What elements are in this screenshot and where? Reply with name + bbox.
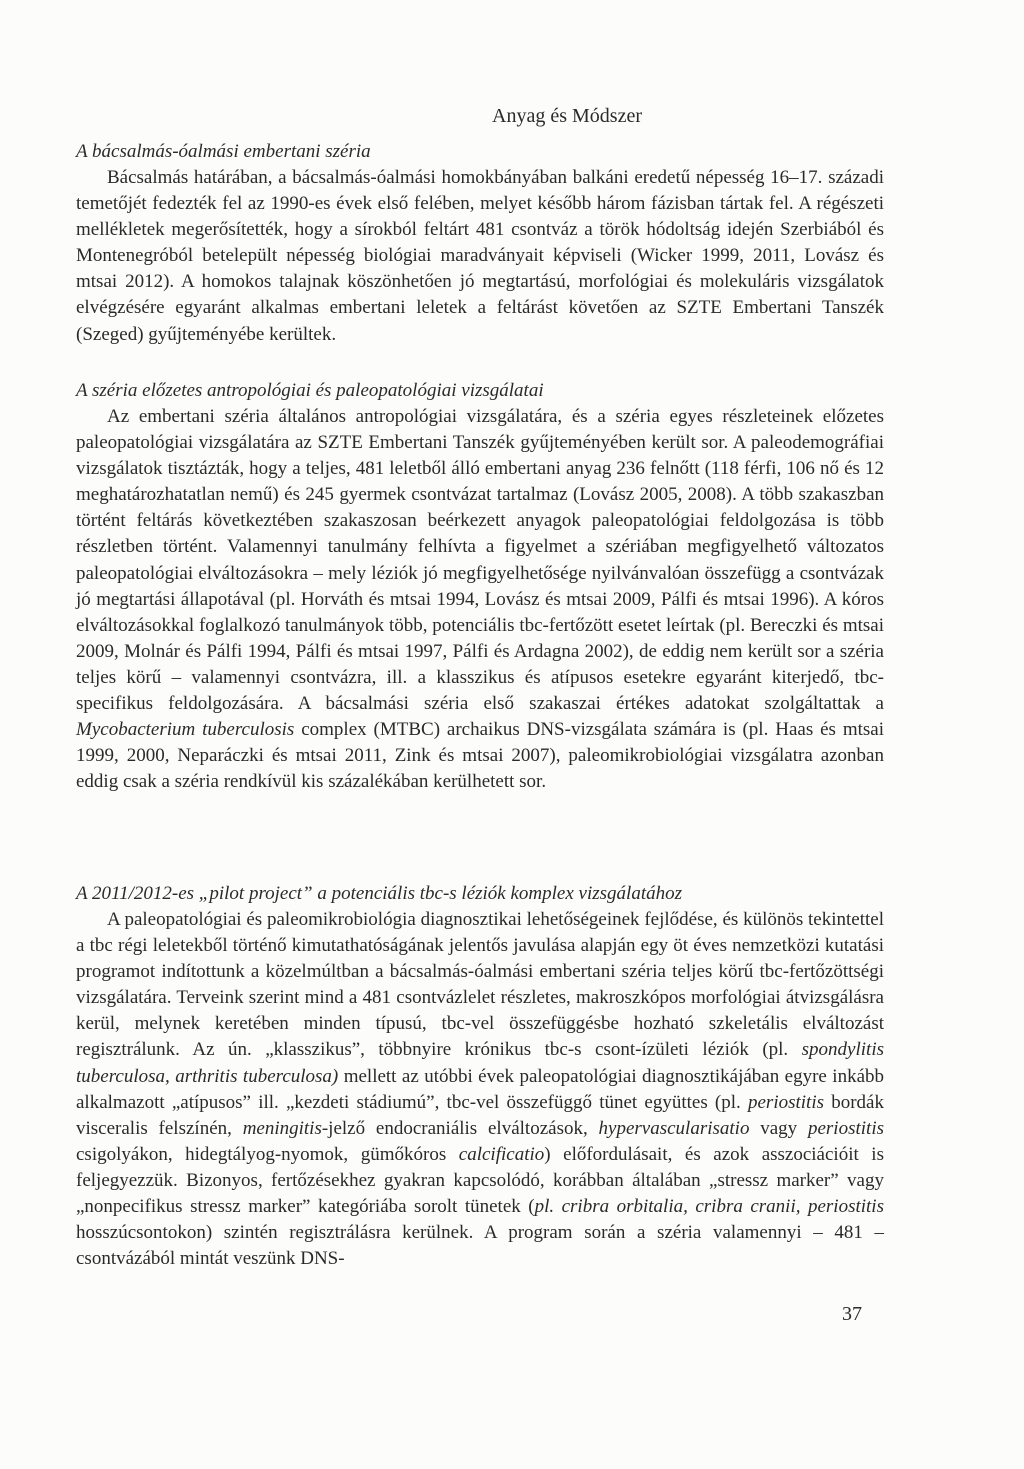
section-title: A széria előzetes antropológiai és paleopatológiai vizsgálatai [76,380,544,401]
italic-term: periostitis [807,1117,884,1139]
body-text: Az embertani széria általános antropológiai vizsgálatára, és a széria egyes részleteinek előzetes paleopatológiai vizsgálatára az SZTE Embertani Tanszék gyűjteményében került sor. A paleodemográfiai vizsgálatok tisztázták, hogy a teljes, 481 leletből álló embertani anyag 236 felnőtt (118 férfi, 106 nő és 12 meghatározhatatlan nemű) és 245 gyermek csontvázat tartalmaz (Lovász 2005, 2008). A több szakaszban történt feltárás következtében szakaszosan beérkezett anyagok paleopatológiai feldolgozása is több részletben történt. Valamennyi tanulmány felhívta a figyelmet a szériában megfigyelhető változatos paleopatológiai elváltozásokra – mely léziók jó megfigyelhetősége nyilvánvalóan összefügg a csontvázak jó megtartási állapotával (pl. Horváth és mtsai 1994, Lovász és mtsai 2009, Pálfi és mtsai 1996). A kóros elváltozásokkal foglalkozó tanulmányok több, potenciális tbc-fertőzött esetet leírtak (pl. Bereczki és mtsai 2009, Molnár és Pálfi 1994, Pálfi és mtsai 1997, Pálfi és Ardagna 2002), de eddig nem került sor a széria teljes körű – valamennyi csontvázra, ill. a klasszikus és atípusos esetekre egyaránt kiterjedő, tbc-specifikus feldolgozására. A bácsalmási széria első szakaszai értékes adatokat szolgáltattak a [76,406,884,715]
section-title: A 2011/2012-es „pilot project” a potenciális tbc-s léziók komplex vizsgálatához [76,883,682,904]
italic-term: spondylitis tuberculosa, arthritis tuberculosa) [76,1039,884,1087]
italic-term: calcificatio [458,1143,545,1165]
body-text: complex (MTBC) archaikus DNS-vizsgálata számára is (pl. Haas és mtsai 1999, 2000, Neparáczki és mtsai 2011, Zink és mtsai 2007), paleomikrobiológiai vizsgálatra azonban eddig csak a széria rendkívül kis százalékában kerülhetett sor. [76,719,884,793]
body-text: bordák visceralis felszínén, [76,1091,884,1139]
section-body [76,404,884,795]
body-text: -jelző endocraniális elváltozások, [321,1117,599,1139]
section-pilot-project [76,881,884,1272]
section-body: Bácsalmás határában, a bácsalmás-óalmási homokbányában balkáni eredetű népesség 16–17. századi temetőjét fedezték fel az 1990-es évek első felében, melyet később három fázisban tártak fel. A régészeti mellékletek megerősítették, hogy a sírokból feltárt 481 csontváz a török hódoltság idején Szerbiából és Montenegróból betelepült népesség biológiai maradványait képviseli (Wicker 1999, 2011, Lovász és mtsai 2012). A homokos talajnak köszönhetően jó megtartású, morfológiai és molekuláris vizsgálatok elvégzésére egyaránt alkalmas embertani leletek a feltárást követően az SZTE Embertani Tanszék (Szeged) gyűjteményébe kerültek. [76,167,884,345]
body-text: hosszúcsontokon) szintén regisztrálásra kerülnek. A program során a széria valamennyi – 481 – csontvázából mintát veszünk DNS- [76,1222,884,1270]
page-number: 37 [842,1303,862,1325]
body-text: csigolyákon, hidegtályog-nyomok, gümőkóros [76,1143,459,1165]
section-body [76,907,884,1272]
italic-term: meningitis [242,1117,322,1139]
section-series [76,139,884,348]
italic-term: hypervascularisatio [598,1117,750,1139]
page-heading: Anyag és Módszer [492,105,642,127]
body-text: mellett az utóbbi évek paleopatológiai diagnosztikájában egyre inkább alkalmazott „atípusos” ill. „kezdeti stádiumú”, tbc-vel összefüggő tünet együttes (pl. [76,1065,884,1113]
body-text: vagy [749,1117,808,1139]
italic-term: periostitis [748,1091,825,1113]
section-title: A bácsalmás-óalmási embertani széria [76,141,371,162]
italic-term: pl. cribra orbitalia, cribra cranii, periostitis [534,1196,884,1218]
body-text: ) előfordulásait, és azok asszociációit is feljegyezzük. Bizonyos, fertőzésekhez gyakran kapcsolódó, korábban általában „stressz marker” vagy „nonpecifikus stressz marker” kategóriába sorolt tünetek ( [76,1143,884,1218]
italic-term: Mycobacterium tuberculosis [76,719,295,741]
body-text: A paleopatológiai és paleomikrobiológia diagnosztikai lehetőségeinek fejlődése, és különös tekintettel a tbc régi leletekből történő kimutathatóságának jelentős javulása alapján egy öt éves nemzetközi kutatási programot indítottunk a közelmúltban a bácsalmás-óalmási embertani széria teljes körű tbc-fertőzöttségi vizsgálatára. Terveink szerint mind a 481 csontvázlelet részletes, makroszkópos morfológiai átvizsgálásra kerül, melynek keretében minden típusú, tbc-vel összefüggésbe hozható szkeletális elváltozást regisztrálunk. Az ún. „klasszikus”, többnyire krónikus tbc-s csont-ízületi léziók (pl. [76,909,884,1061]
section-preliminary-studies [76,378,884,795]
